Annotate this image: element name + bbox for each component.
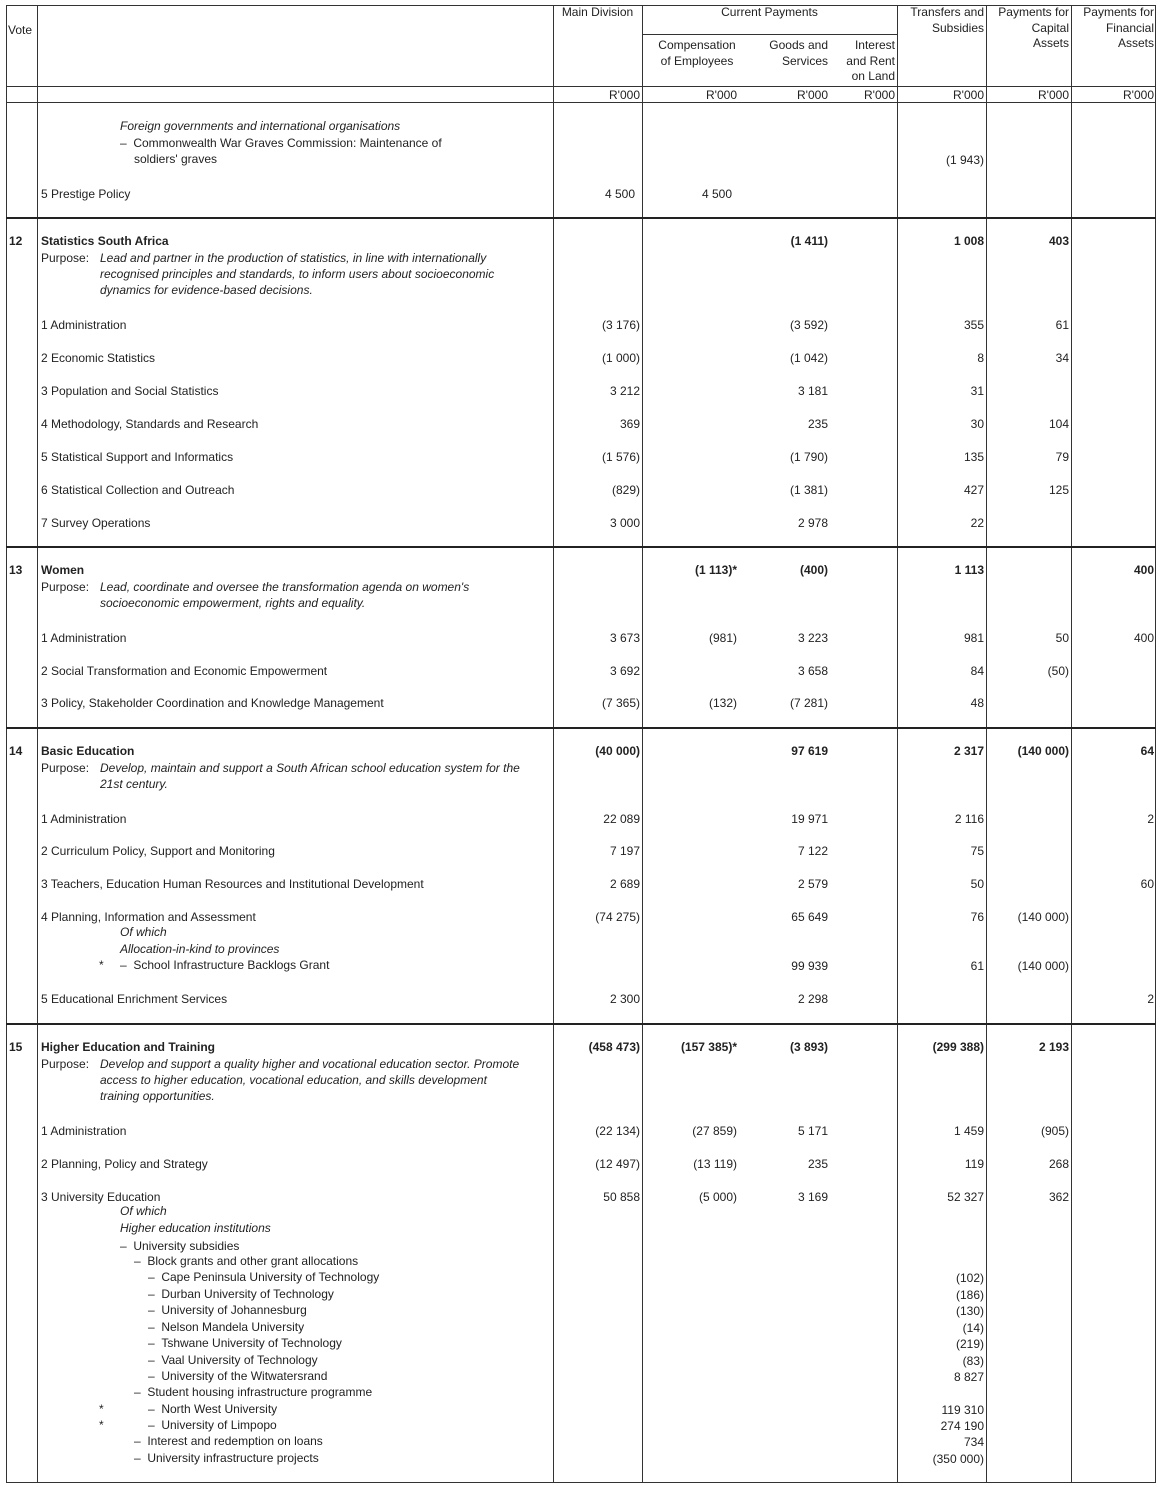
- vote-title: Basic Education: [41, 744, 135, 758]
- row-label: 1 Administration: [41, 318, 127, 332]
- cell-value: 52 327: [947, 1190, 984, 1204]
- unit-label: R'000: [797, 88, 828, 102]
- cell-value: 65 649: [791, 910, 828, 924]
- cell-value: 4 500: [604, 187, 635, 201]
- asterisk-marker: *: [99, 958, 104, 972]
- cell-value: (1 943): [945, 153, 984, 167]
- purpose-label: Purpose:: [41, 580, 90, 594]
- list-item-text: Student housing infrastructure programme: [147, 1385, 373, 1399]
- cell-value: (3 592): [789, 318, 828, 332]
- cell-value: 61: [970, 959, 984, 973]
- list-item-text: University of Limpopo: [161, 1418, 277, 1432]
- cell-value: 7 197: [609, 844, 640, 858]
- university-item: – Durban University of Technology: [148, 1286, 334, 1301]
- vote-title: Statistics South Africa: [41, 234, 169, 248]
- row-label: 3 Population and Social Statistics: [41, 384, 219, 398]
- row-label: 7 Survey Operations: [41, 516, 151, 530]
- cell-value: 50: [970, 877, 984, 891]
- vote-total: 2 193: [1038, 1040, 1069, 1054]
- cell-value: (50): [1047, 664, 1069, 678]
- cell-value: 84: [970, 664, 984, 678]
- purpose-label: Purpose:: [41, 761, 90, 775]
- cell-value: 2 579: [797, 877, 828, 891]
- university-item: – Cape Peninsula University of Technology: [148, 1270, 380, 1284]
- vote-total: (458 473): [588, 1040, 640, 1054]
- cell-value: (3 176): [601, 318, 640, 332]
- cell-value: 119 310: [941, 1403, 984, 1417]
- header-goods-services: Goods and Services: [769, 38, 828, 68]
- cell-value: 8 827: [953, 1370, 984, 1384]
- section-divider: [6, 727, 1156, 729]
- purpose-text: 21st century.: [100, 777, 168, 791]
- section-divider: [6, 1023, 1156, 1025]
- row-label: 5 Statistical Support and Informatics: [41, 450, 234, 464]
- cell-value: (981): [708, 631, 737, 645]
- list-item: – Student housing infrastructure programme: [134, 1385, 373, 1399]
- cell-value: 19 971: [791, 812, 828, 826]
- vote-total: (140 000): [1017, 744, 1069, 758]
- row-label: 3 Teachers, Education Human Resources and Institutional Development: [41, 877, 424, 891]
- cell-value: 3 658: [797, 664, 828, 678]
- list-item-text: Vaal University of Technology: [161, 1352, 318, 1367]
- row-label: 3 Policy, Stakeholder Coordination and Knowledge Management: [41, 696, 384, 710]
- hei-heading: Higher education institutions: [120, 1221, 271, 1235]
- cell-value: 79: [1055, 450, 1069, 464]
- university-item: – University of Johannesburg: [148, 1303, 307, 1317]
- list-item-text: Interest and redemption on loans: [147, 1434, 323, 1448]
- cell-value: (102): [955, 1271, 984, 1285]
- cell-value: 2 689: [609, 877, 640, 891]
- list-item: – Block grants and other grant allocations: [134, 1254, 359, 1268]
- vote-total: 1 113: [954, 563, 984, 577]
- cell-value: (1 042): [789, 351, 828, 365]
- university-item: – University of Limpopo: [148, 1418, 277, 1432]
- purpose-label: Purpose:: [41, 1057, 90, 1071]
- cell-value: (1 576): [601, 450, 640, 464]
- cell-value: (130): [955, 1304, 984, 1318]
- unit-label: R'000: [706, 88, 737, 102]
- row-label: 2 Social Transformation and Economic Empowerment: [41, 664, 328, 678]
- list-item: – University subsidies: [120, 1239, 240, 1253]
- cell-value: 30: [970, 417, 984, 431]
- cell-value: 3 000: [609, 516, 640, 530]
- cell-value: (1 000): [601, 351, 640, 365]
- purpose-text: Lead, coordinate and oversee the transformation agenda on women's: [100, 580, 470, 594]
- cell-value: 61: [1055, 318, 1069, 332]
- cell-value: (219): [955, 1337, 984, 1351]
- university-item: – North West University: [148, 1402, 278, 1416]
- row-label: 1 Administration: [41, 1124, 127, 1138]
- vote-total: (40 000): [595, 744, 640, 758]
- cell-value: 3 181: [797, 384, 828, 398]
- list-item: – School Infrastructure Backlogs Grant: [120, 958, 330, 972]
- cell-value: 4 500: [701, 187, 732, 201]
- purpose-text: Develop and support a quality higher and vocational education sector. Promote: [100, 1057, 520, 1071]
- vote-total: (400): [799, 563, 828, 577]
- cell-value: 31: [970, 384, 984, 398]
- list-item-text: Nelson Mandela University: [161, 1319, 305, 1334]
- cell-value: 34: [1055, 351, 1069, 365]
- cell-value: 48: [970, 696, 984, 710]
- list-item-text: Cape Peninsula University of Technology: [161, 1270, 380, 1284]
- university-item: – Vaal University of Technology: [148, 1352, 318, 1367]
- cell-value: 99 939: [791, 959, 828, 973]
- list-item-text: North West University: [161, 1402, 278, 1416]
- vote-total: (1 113)*: [694, 563, 737, 577]
- section-divider: [6, 546, 1156, 548]
- cell-value: (829): [611, 483, 640, 497]
- vote-total: 400: [1133, 563, 1154, 577]
- vote-total: (1 411): [790, 234, 828, 248]
- cell-value: 2: [1147, 992, 1154, 1006]
- cell-value: 22: [970, 516, 984, 530]
- vote-total: 2 317: [953, 744, 984, 758]
- row-label: 1 Administration: [41, 812, 127, 826]
- cell-value: 50: [1055, 631, 1069, 645]
- row-label: 5 Educational Enrichment Services: [41, 992, 228, 1006]
- row-label: 4 Planning, Information and Assessment: [41, 910, 256, 924]
- row-label: 2 Curriculum Policy, Support and Monitoring: [41, 844, 275, 858]
- unit-label: R'000: [1123, 88, 1154, 102]
- vote-total: (157 385)*: [680, 1040, 737, 1054]
- row-label: 4 Methodology, Standards and Research: [41, 417, 259, 431]
- cell-value: 75: [970, 844, 984, 858]
- cell-value: 1 459: [953, 1124, 984, 1138]
- list-item-text: Tshwane University of Technology: [161, 1336, 342, 1350]
- cell-value: 235: [807, 417, 828, 431]
- purpose-text: access to higher education, vocational education, and skills development: [100, 1073, 487, 1087]
- vote-total: 403: [1048, 234, 1069, 248]
- cell-value: 76: [970, 910, 984, 924]
- cell-value: 274 190: [940, 1419, 984, 1433]
- vote-total: (3 893): [789, 1040, 828, 1054]
- list-item-text: University of Johannesburg: [161, 1303, 307, 1317]
- of-which-label: Of which: [120, 1204, 167, 1218]
- cell-value: 2 978: [797, 516, 828, 530]
- header-vote: Vote: [8, 23, 33, 37]
- cell-value: (5 000): [698, 1190, 737, 1204]
- cell-value: 3 692: [609, 664, 640, 678]
- cell-value: (27 859): [692, 1124, 737, 1138]
- vote-number: 12: [9, 234, 23, 248]
- vote-total: 1 008: [953, 234, 984, 248]
- row-label: 5 Prestige Policy: [41, 187, 131, 201]
- cell-value: 2: [1147, 812, 1154, 826]
- header-transfers: Transfers and Subsidies: [910, 5, 984, 35]
- row-label: 2 Economic Statistics: [41, 351, 156, 365]
- column-divider: [37, 5, 38, 1483]
- cell-value: 2 300: [609, 992, 640, 1006]
- column-divider: [642, 5, 643, 1483]
- header-subdivider: [642, 34, 897, 35]
- list-item-text: University subsidies: [133, 1239, 240, 1253]
- vote-total: 97 619: [791, 744, 828, 758]
- header-current-payments: Current Payments: [721, 5, 818, 19]
- list-item-text: University of the Witwatersrand: [161, 1369, 328, 1383]
- allocation-heading: Allocation-in-kind to provinces: [120, 942, 280, 956]
- purpose-text: Develop, maintain and support a South African school education system for the: [100, 761, 520, 775]
- vote-title: Women: [41, 563, 85, 577]
- cell-value: 2 116: [954, 812, 984, 826]
- cell-value: (350 000): [932, 1452, 984, 1466]
- cell-value: 60: [1140, 877, 1154, 891]
- cell-value: (7 365): [601, 696, 640, 710]
- cell-value: 50 858: [603, 1190, 640, 1204]
- cell-value: (905): [1040, 1124, 1069, 1138]
- list-item-text: University infrastructure projects: [147, 1451, 319, 1465]
- list-item: – Interest and redemption on loans: [134, 1434, 323, 1448]
- cell-value: (140 000): [1017, 910, 1069, 924]
- list-item-text: Block grants and other grant allocations: [147, 1254, 359, 1268]
- cell-value: (83): [962, 1353, 984, 1368]
- list-item-text: School Infrastructure Backlogs Grant: [133, 958, 330, 972]
- of-which-label: Of which: [120, 925, 167, 939]
- cell-value: (74 275): [595, 910, 640, 924]
- cell-value: 369: [619, 417, 640, 431]
- cell-value: 355: [963, 318, 984, 332]
- cell-value: (7 281): [789, 696, 828, 710]
- cell-value: 235: [807, 1157, 828, 1171]
- purpose-label: Purpose:: [41, 251, 90, 265]
- cell-value: 400: [1133, 631, 1154, 645]
- cell-value: 981: [963, 631, 984, 645]
- cell-value: 2 298: [797, 992, 828, 1006]
- cell-value: (132): [708, 696, 737, 710]
- list-item: – University infrastructure projects: [134, 1451, 319, 1465]
- vote-number: 14: [9, 744, 23, 758]
- cell-value: (140 000): [1017, 959, 1069, 973]
- header-interest-rent: Interest and Rent on Land: [846, 38, 895, 83]
- asterisk-marker: *: [99, 1418, 104, 1432]
- list-item-text: Durban University of Technology: [161, 1286, 334, 1301]
- purpose-text: Lead and partner in the production of statistics, in line with internationally: [100, 251, 487, 265]
- purpose-text: dynamics for evidence-based decisions.: [100, 283, 313, 297]
- vote-title: Higher Education and Training: [41, 1040, 216, 1054]
- vote-number: 13: [9, 563, 23, 577]
- vote-number: 15: [9, 1040, 23, 1054]
- row-label: 6 Statistical Collection and Outreach: [41, 483, 235, 497]
- cell-value: 135: [963, 450, 984, 464]
- cell-value: (186): [955, 1287, 984, 1302]
- cell-value: 119: [964, 1157, 984, 1171]
- section-divider: [6, 217, 1156, 219]
- cell-value: 362: [1048, 1190, 1069, 1204]
- university-item: – University of the Witwatersrand: [148, 1369, 328, 1383]
- cell-value: 268: [1048, 1157, 1069, 1171]
- university-item: – Tshwane University of Technology: [148, 1336, 342, 1350]
- purpose-text: training opportunities.: [100, 1089, 215, 1103]
- row-label: 1 Administration: [41, 631, 127, 645]
- list-item: – Commonwealth War Graves Commission: Maintenance of: [120, 136, 442, 150]
- cell-value: 22 089: [603, 812, 640, 826]
- header-capital-assets: Payments for Capital Assets: [998, 5, 1069, 50]
- cell-value: 125: [1048, 483, 1069, 497]
- unit-label: R'000: [864, 88, 895, 102]
- unit-label: R'000: [1038, 88, 1069, 102]
- asterisk-marker: *: [99, 1402, 104, 1416]
- cell-value: 3 223: [797, 631, 828, 645]
- unit-label: R'000: [953, 88, 984, 102]
- cell-value: 3 212: [609, 384, 640, 398]
- cell-value: (12 497): [595, 1157, 640, 1171]
- cell-value: (1 790): [789, 450, 828, 464]
- row-label: 3 University Education: [41, 1190, 161, 1204]
- row-label: 2 Planning, Policy and Strategy: [41, 1157, 208, 1171]
- cell-value: 427: [963, 483, 984, 497]
- purpose-text: recognised principles and standards, to inform users about socioeconomic: [100, 267, 495, 281]
- cell-value: 3 169: [797, 1190, 828, 1204]
- university-item: – Nelson Mandela University: [148, 1319, 305, 1334]
- unit-label: R'000: [609, 88, 640, 102]
- header-compensation: Compensation of Employees: [658, 38, 736, 68]
- cell-value: (13 119): [693, 1157, 737, 1171]
- cell-value: (1 381): [789, 483, 828, 497]
- purpose-text: socioeconomic empowerment, rights and equality.: [100, 596, 366, 610]
- foreign-heading: Foreign governments and international organisations: [120, 119, 401, 133]
- cell-value: 5 171: [797, 1124, 828, 1138]
- list-item: soldiers' graves: [134, 152, 217, 166]
- vote-total: 64: [1140, 744, 1154, 758]
- cell-value: 3 673: [609, 631, 640, 645]
- cell-value: (22 134): [595, 1124, 640, 1138]
- header-financial-assets: Payments for Financial Assets: [1083, 5, 1154, 50]
- cell-value: 7 122: [797, 844, 828, 858]
- header-main-division: Main Division: [561, 5, 634, 19]
- vote-total: (299 388): [932, 1040, 984, 1054]
- cell-value: (14): [962, 1320, 984, 1335]
- cell-value: 8: [977, 351, 984, 365]
- cell-value: 734: [963, 1435, 984, 1449]
- cell-value: 104: [1048, 417, 1069, 431]
